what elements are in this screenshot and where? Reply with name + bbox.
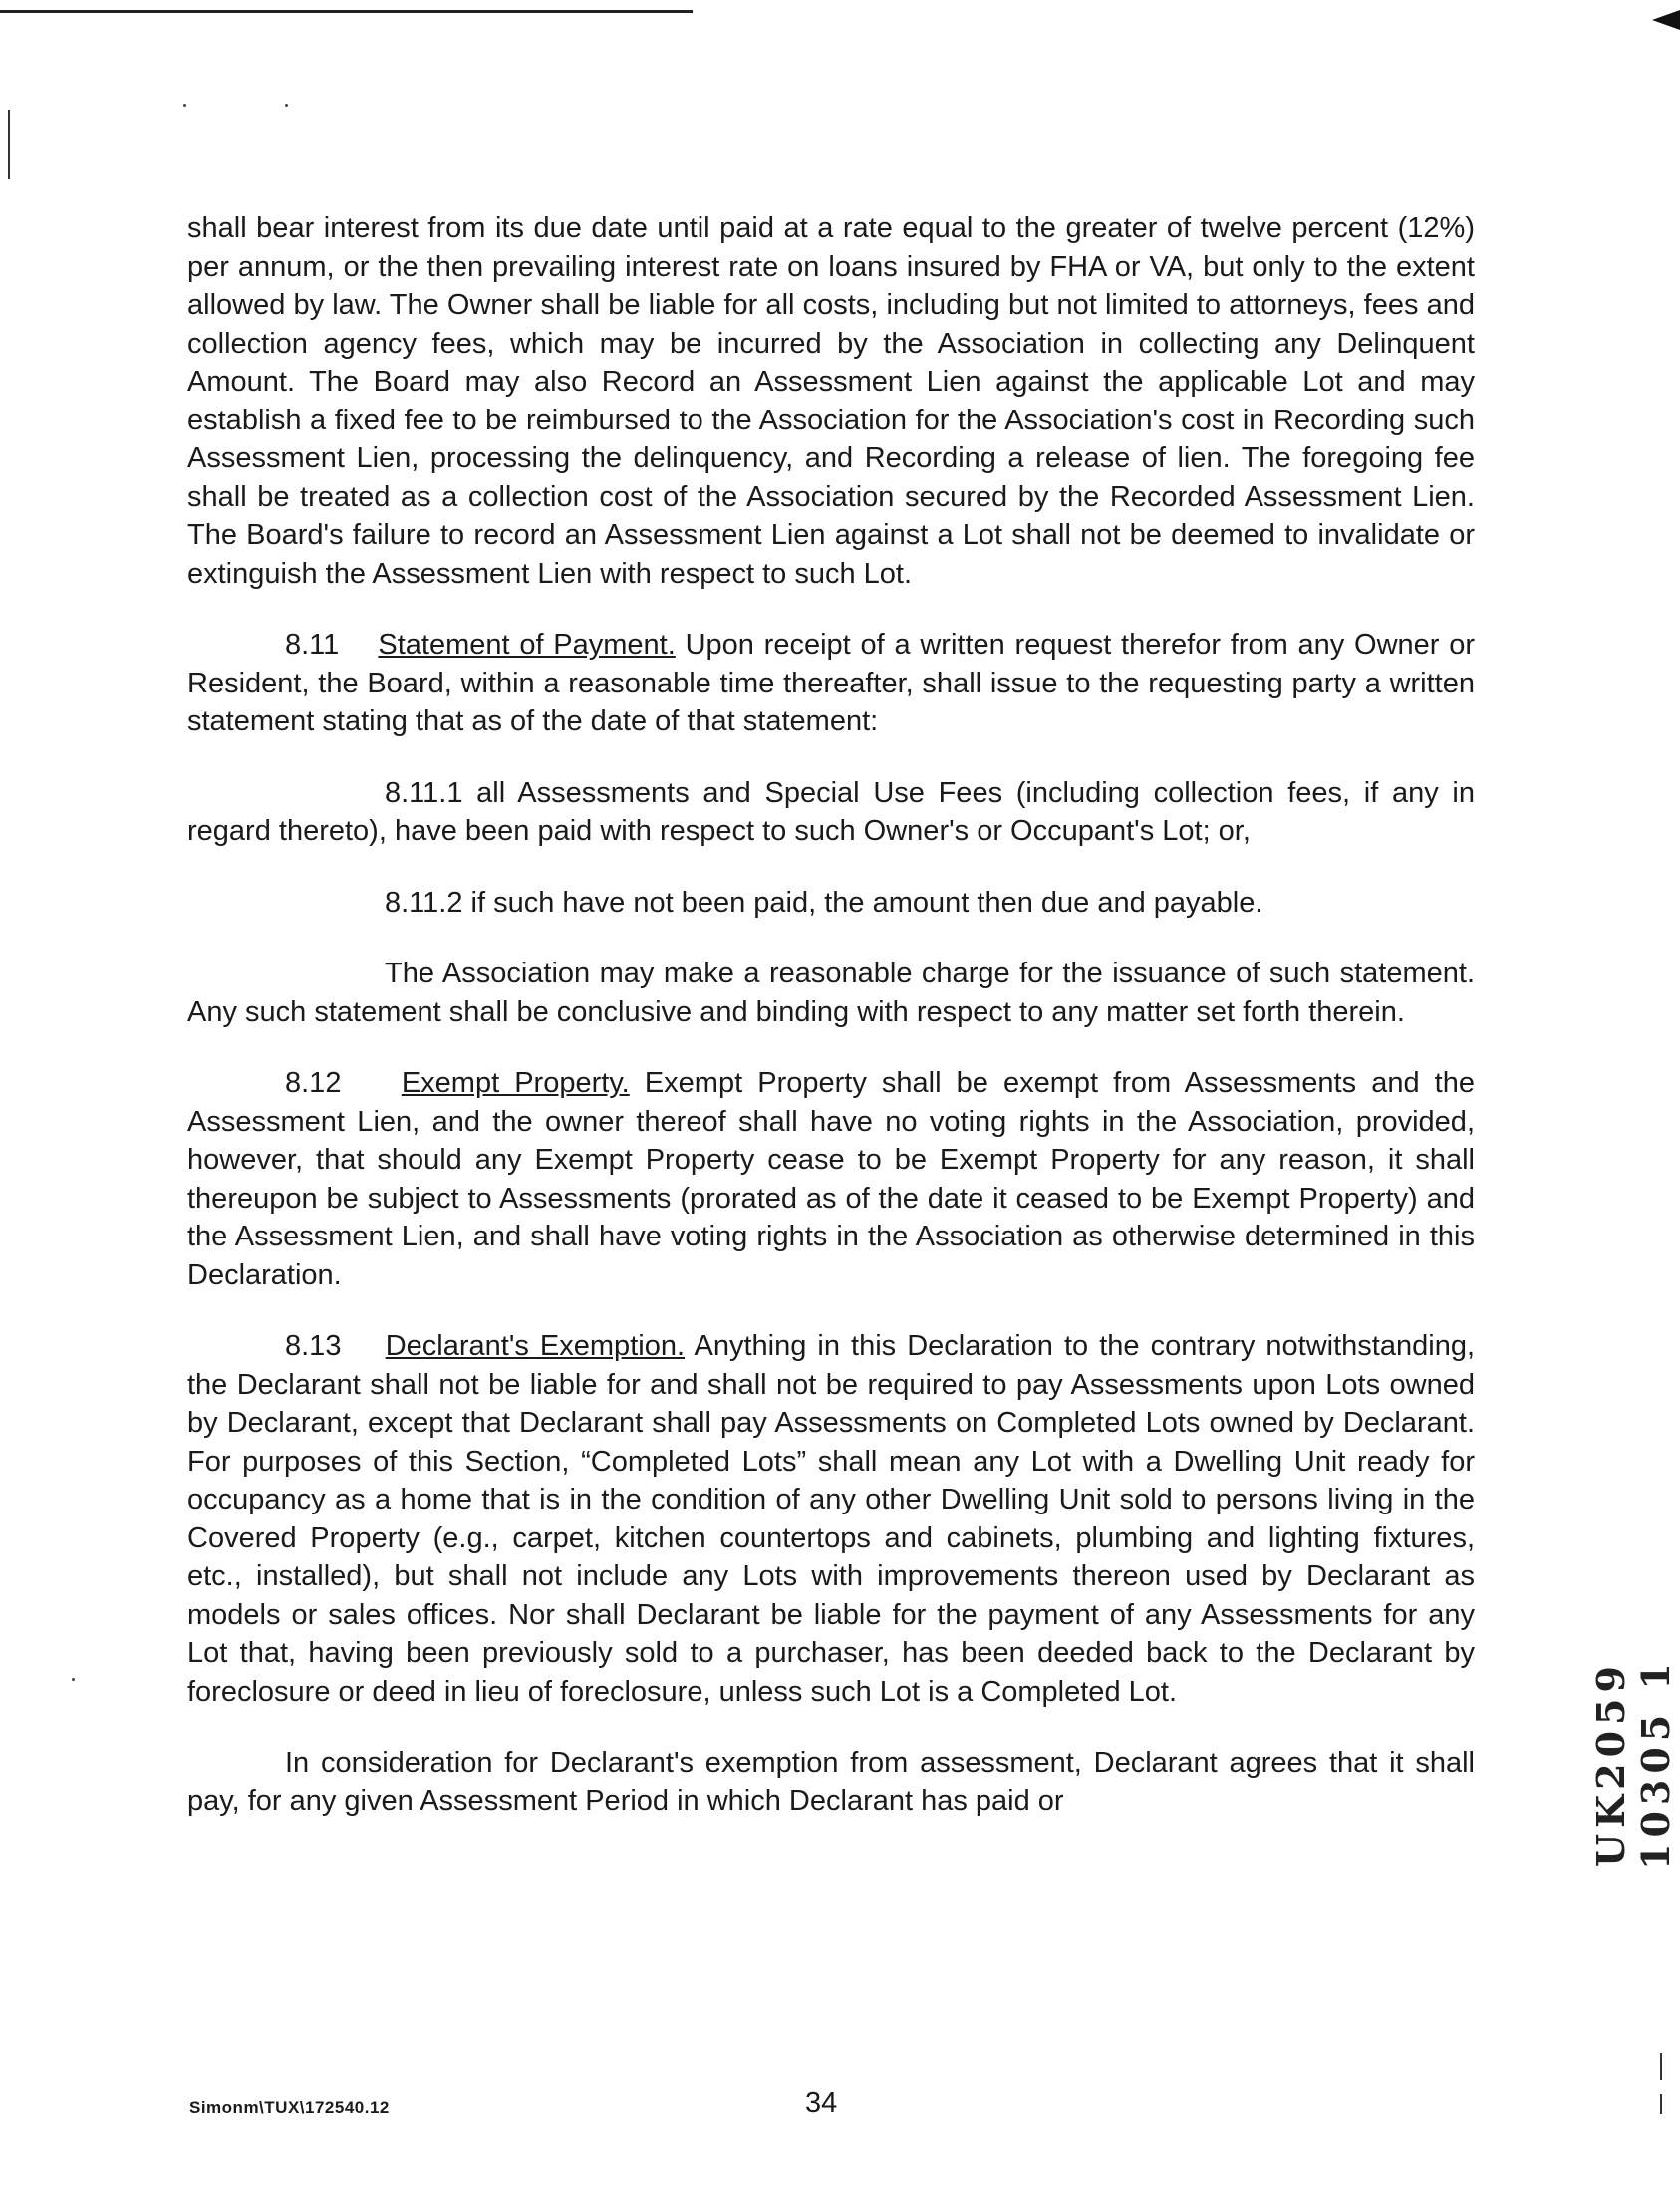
section-8-12-number: 8.12 — [285, 1067, 342, 1099]
scan-corner-mark — [1652, 10, 1680, 30]
scan-speck — [183, 104, 186, 107]
top-rule — [0, 10, 693, 13]
section-8-12-text: Exempt Property shall be exempt from Assessments and the Assessment Lien, and the owner thereof shall have no voting rights in the Association, provided, however, that should any Exempt Property cease to be Exempt Property for any reason, it shall thereupon be subject to Assessments (prorated as of the date it ceased to be Exempt Property) and the Assessment Lien, and shall have voting rights in the Association as otherwise determined in this Declaration. — [187, 1067, 1475, 1291]
scan-speck — [285, 104, 288, 107]
section-8-11-title: Statement of Payment. — [378, 629, 676, 661]
recording-number-stamp: UK2059 10305 1 — [1588, 1657, 1678, 1870]
page-number: 34 — [805, 2087, 838, 2119]
right-edge-mark-lower — [1660, 2094, 1662, 2114]
consideration-paragraph: In consideration for Declarant's exemption from assessment, Declarant agrees that it shall pay, for any given Assessment Period in which Declarant has paid or — [187, 1747, 1475, 1817]
left-edge-mark — [8, 110, 10, 179]
section-8-11-2: 8.11.2 if such have not been paid, the amount then due and payable. — [385, 886, 1263, 919]
section-8-11-text: Upon receipt of a written request therefor from any Owner or Resident, the Board, within a reasonable time thereafter, shall issue to the requesting party a written statement stating that as of the date of that statement: — [187, 629, 1476, 737]
intro-paragraph: shall bear interest from its due date until paid at a rate equal to the greater of twelve percent (12%) per annum, or the then prevailing interest rate on loans insured by FHA or VA, but only to the extent allowed by law. The Owner shall be liable for all costs, including but not limited to attorneys, fees and collection agency fees, which may be incurred by the Association in collecting any Delinquent Amount. The Board may also Record an Assessment Lien against the applicable Lot and may establish a fixed fee to be reimbursed to the Association for the Association's cost in Recording such Assessment Lien, processing the delinquency, and Recording a release of lien. The foregoing fee shall be treated as a collection cost of the Association secured by the Recorded Assessment Lien. The Board's failure to record an Assessment Lien against a Lot shall not be deemed to invalidate or extinguish the Assessment Lien with respect to such Lot. — [187, 212, 1475, 590]
section-8-13 — [187, 1327, 1475, 1711]
section-8-11 — [187, 626, 1475, 741]
right-edge-mark — [1660, 2053, 1662, 2080]
section-8-13-number: 8.13 — [285, 1330, 342, 1362]
section-8-12 — [187, 1064, 1475, 1294]
section-8-13-title: Declarant's Exemption. — [385, 1330, 686, 1362]
section-8-11-1: 8.11.1 all Assessments and Special Use Fees (including collection fees, if any in regard thereto), have been paid with respect to such Owner's or Occupant's Lot; or, — [187, 776, 1475, 847]
footer-document-path: Simonm\TUX\172540.12 — [189, 2098, 390, 2117]
section-8-12-title: Exempt Property. — [401, 1067, 630, 1099]
document-body — [187, 209, 1475, 1853]
charge-paragraph: The Association may make a reasonable charge for the issuance of such statement. Any such statement shall be conclusive and binding with respect to any matter set forth therein. — [187, 958, 1475, 1028]
section-8-13-text: Anything in this Declaration to the contrary notwithstanding, the Declarant shall not be liable for and shall not be required to pay Assessments upon Lots owned by Declarant, except that Declarant shall pay Assessments on Completed Lots owned by Declarant. For purposes of this Section, “Completed Lots” shall mean any Lot with a Dwelling Unit ready for occupancy as a home that is in the condition of any other Dwelling Unit sold to persons living in the Covered Property (e.g., carpet, kitchen countertops and cabinets, plumbing and lighting fixtures, etc., installed), but shall not include any Lots with improvements thereon used by Declarant as models or sales offices. Nor shall Declarant be liable for the payment of any Assessments for any Lot that, having been previously sold to a purchaser, has been deeded back to the Declarant by foreclosure or deed in lieu of foreclosure, unless such Lot is a Completed Lot. — [187, 1330, 1476, 1708]
scan-speck — [72, 1678, 75, 1681]
section-8-11-number: 8.11 — [285, 629, 340, 661]
